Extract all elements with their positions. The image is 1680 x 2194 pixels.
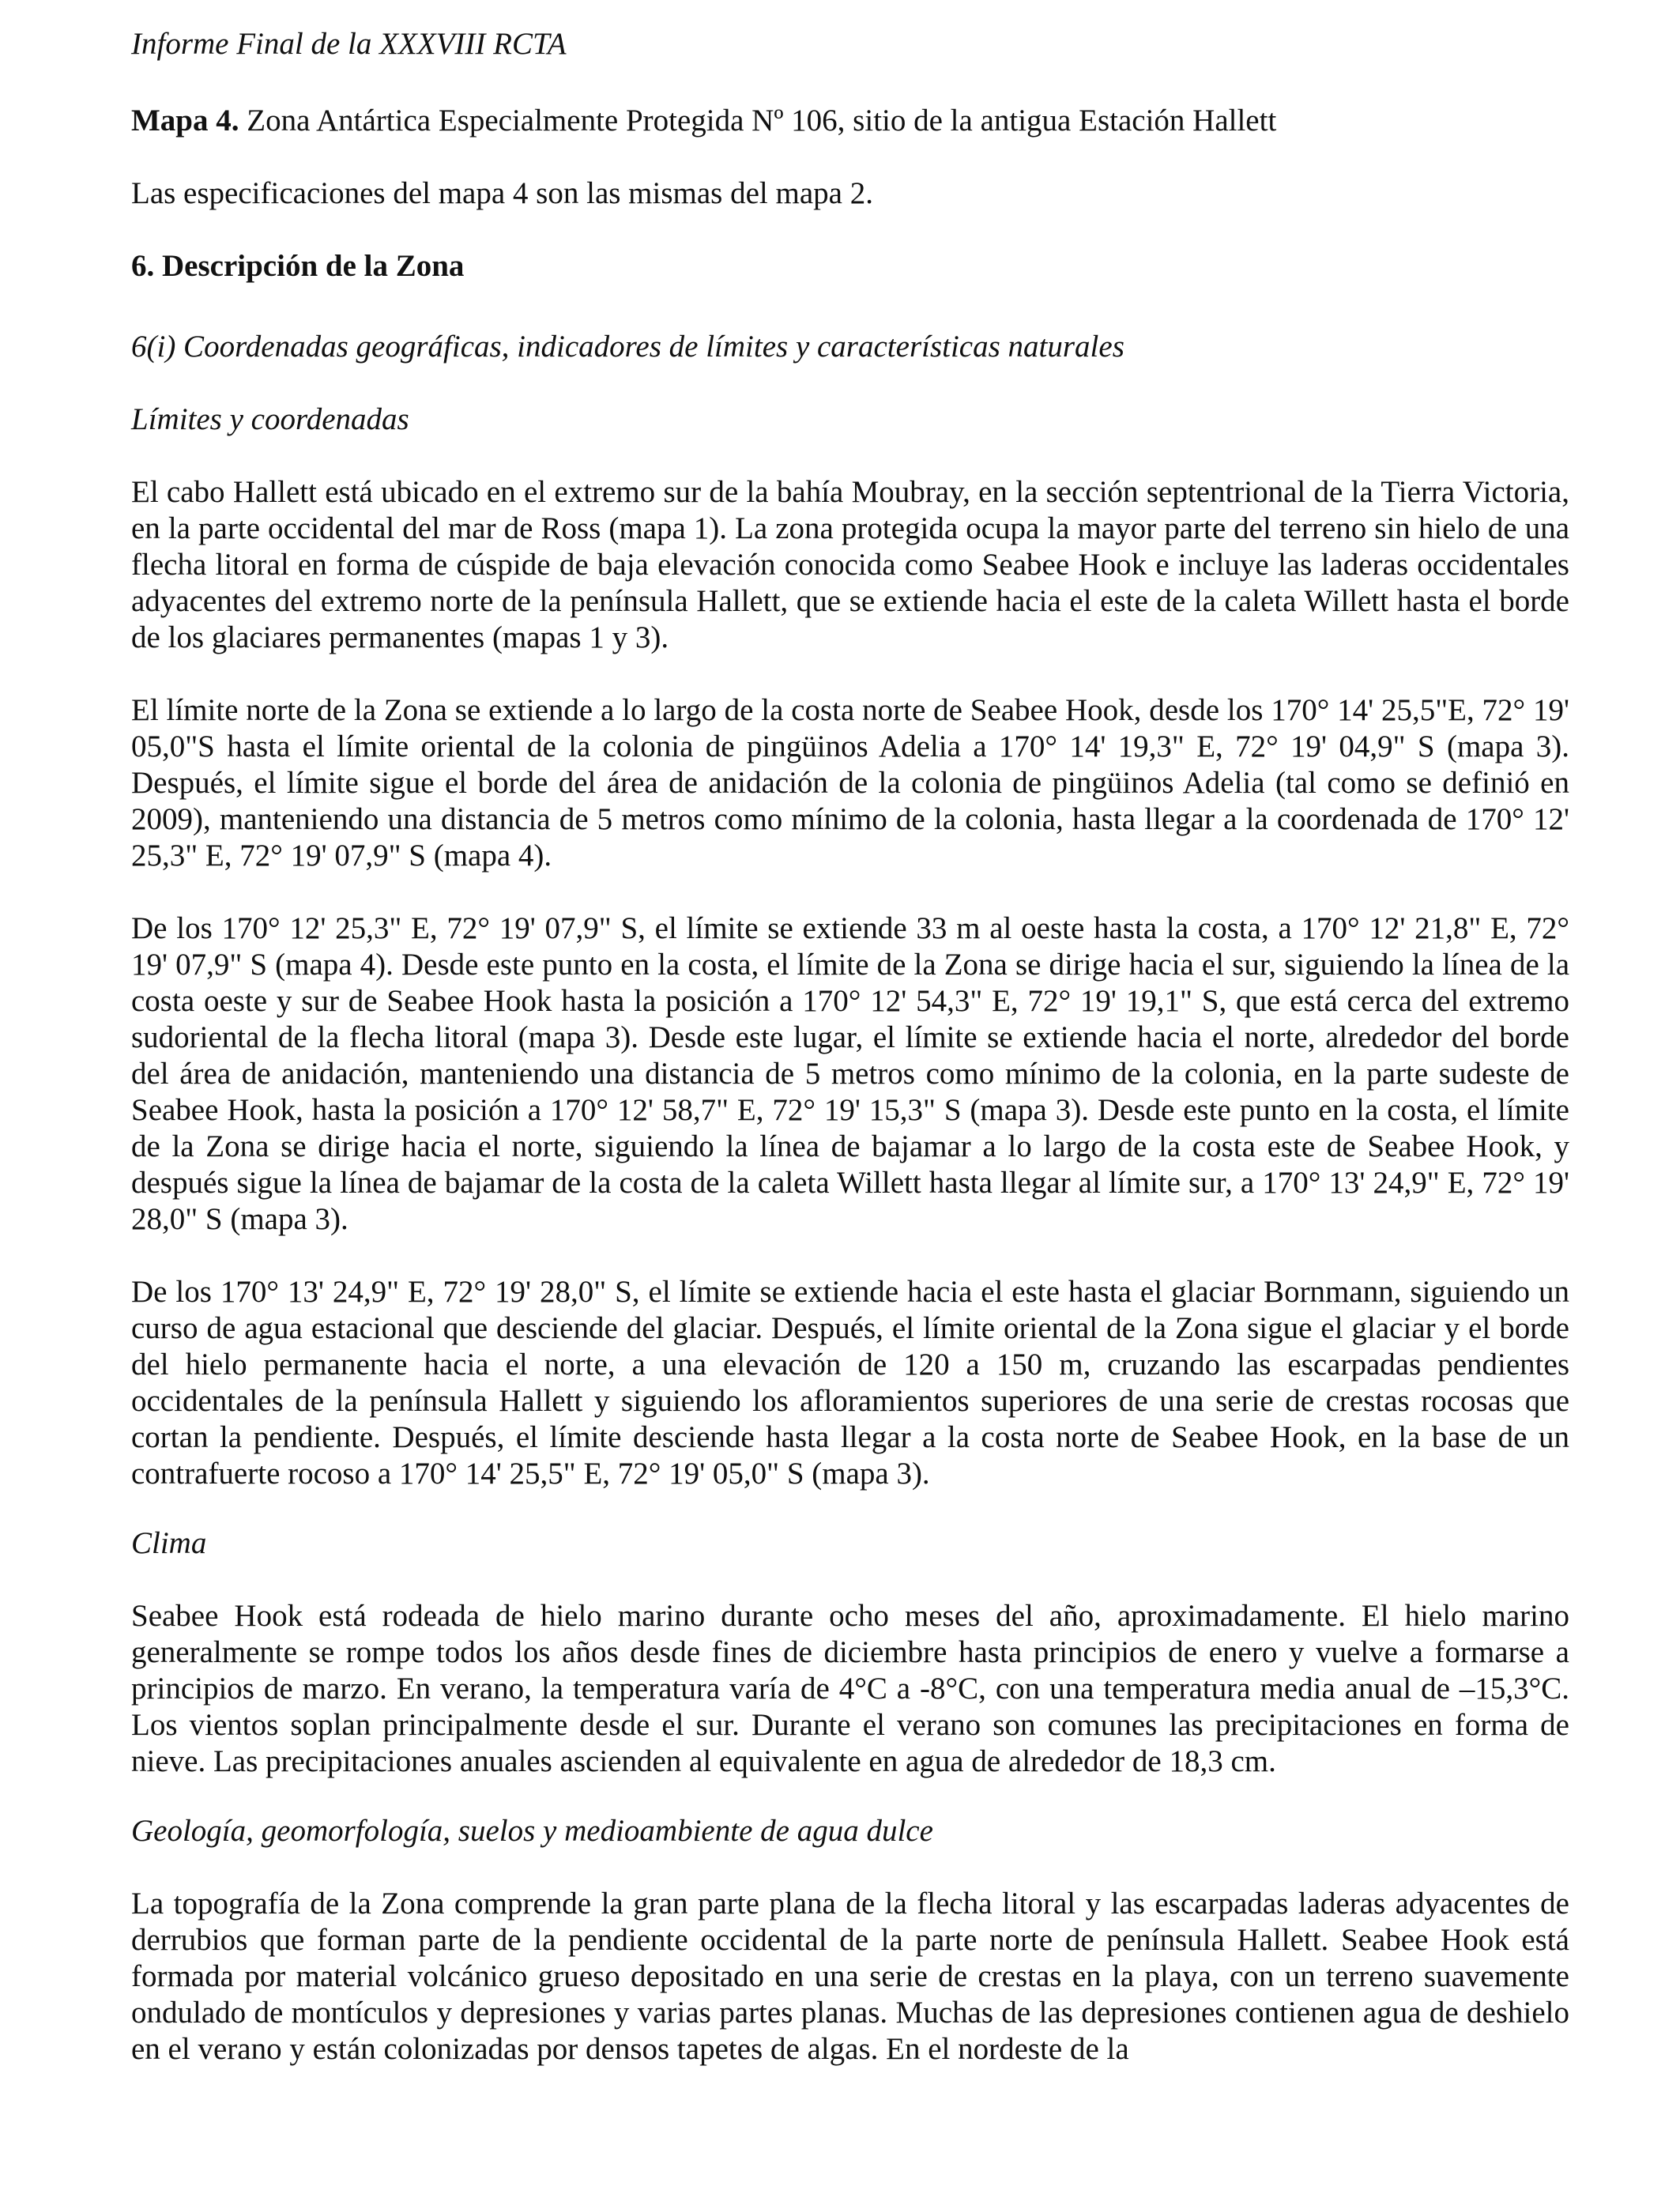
running-header: Informe Final de la XXXVIII RCTA	[131, 27, 567, 61]
document-page	[131, 22, 1569, 2104]
map-caption-label: Mapa 4.	[131, 104, 239, 138]
limits-paragraph: De los 170° 13' 24,9" E, 72° 19' 28,0" S, el límite se extiende hacia el este hasta el glaciar Bornmann, siguiendo un curso de agua estacional que desciende del glaciar. Después, el límite oriental de la Zona sigue el glaciar y el borde del hielo permanente hacia el norte, a una elevación de 120 a 150 m, cruzando las escarpadas pendientes occidentales de la península Hallett y siguiendo los afloramientos superiores de una serie de crestas rocosas que cortan la pendiente. Después, el límite desciende hasta llegar a la costa norte de Seabee Hook, en la base de un contrafuerte rocoso a 170° 14' 25,5" E, 72° 19' 05,0" S (mapa 3).	[131, 1275, 1569, 1491]
limits-heading: Límites y coordenadas	[131, 402, 409, 436]
map-caption	[131, 103, 1569, 139]
section-title: 6. Descripción de la Zona	[131, 249, 465, 283]
subsection-title: 6(i) Coordenadas geográficas, indicadores de límites y características naturales	[131, 330, 1124, 364]
climate-paragraph: Seabee Hook está rodeada de hielo marino durante ocho meses del año, aproximadamente. El hielo marino generalmente se rompe todos los años desde fines de diciembre hasta principios de enero y vuelve a formarse a principios de marzo. En verano, la temperatura varía de 4°C a -8°C, con una temperatura media anual de –15,3°C. Los vientos soplan principalmente desde el sur. Durante el verano son comunes las precipitaciones en forma de nieve. Las precipitaciones anuales ascienden al equivalente en agua de alrededor de 18,3 cm.	[131, 1599, 1569, 1778]
limits-paragraph: El límite norte de la Zona se extiende a lo largo de la costa norte de Seabee Hook, desde los 170° 14' 25,5"E, 72° 19' 05,0"S hasta el límite oriental de la colonia de pingüinos Adelia a 170° 14' 19,3" E, 72° 19' 04,9" S (mapa 3). Después, el límite sigue el borde del área de anidación de la colonia de pingüinos Adelia (tal como se definió en 2009), manteniendo una distancia de 5 metros como mínimo de la colonia, hasta llegar a la coordenada de 170° 12' 25,3" E, 72° 19' 07,9" S (mapa 4).	[131, 693, 1569, 873]
map-spec-text: Las especificaciones del mapa 4 son las mismas del mapa 2.	[131, 176, 873, 210]
geology-paragraph: La topografía de la Zona comprende la gran parte plana de la flecha litoral y las escarpadas laderas adyacentes de derrubios que forman parte de la pendiente occidental de la parte norte de península Hallett. Seabee Hook está formada por material volcánico grueso depositado en una serie de crestas en la playa, con un terreno suavemente ondulado de montículos y depresiones y varias partes planas. Muchas de las depresiones contienen agua de deshielo en el verano y están colonizadas por densos tapetes de algas. En el nordeste de la	[131, 1887, 1569, 2066]
climate-heading: Clima	[131, 1526, 207, 1560]
limits-paragraph: De los 170° 12' 25,3" E, 72° 19' 07,9" S, el límite se extiende 33 m al oeste hasta la costa, a 170° 12' 21,8" E, 72° 19' 07,9" S (mapa 4). Desde este punto en la costa, el límite de la Zona se dirige hacia el sur, siguiendo la línea de la costa oeste y sur de Seabee Hook hasta la posición a 170° 12' 54,3" E, 72° 19' 19,1" S, que está cerca del extremo sudoriental de la flecha litoral (mapa 3). Desde este lugar, el límite se extiende hacia el norte, alrededor del borde del área de anidación, manteniendo una distancia de 5 metros como mínimo de la colonia, en la parte sudeste de Seabee Hook, hasta la posición a 170° 12' 58,7" E, 72° 19' 15,3" S (mapa 3). Desde este punto en la costa, el límite de la Zona se dirige hacia el norte, siguiendo la línea de bajamar a lo largo de la costa este de Seabee Hook, y después sigue la línea de bajamar de la costa de la caleta Willett hasta llegar al límite sur, a 170° 13' 24,9" E, 72° 19' 28,0" S (mapa 3).	[131, 911, 1569, 1236]
map-caption-text: Zona Antártica Especialmente Protegida Nº 106, sitio de la antigua Estación Hallett	[239, 104, 1277, 138]
geology-heading: Geología, geomorfología, suelos y medioambiente de agua dulce	[131, 1814, 933, 1848]
limits-paragraph: El cabo Hallett está ubicado en el extremo sur de la bahía Moubray, en la sección septentrional de la Tierra Victoria, en la parte occidental del mar de Ross (mapa 1). La zona protegida ocupa la mayor parte del terreno sin hielo de una flecha litoral en forma de cúspide de baja elevación conocida como Seabee Hook e incluye las laderas occidentales adyacentes del extremo norte de la península Hallett, que se extiende hacia el este de la caleta Willett hasta el borde de los glaciares permanentes (mapas 1 y 3).	[131, 475, 1569, 654]
